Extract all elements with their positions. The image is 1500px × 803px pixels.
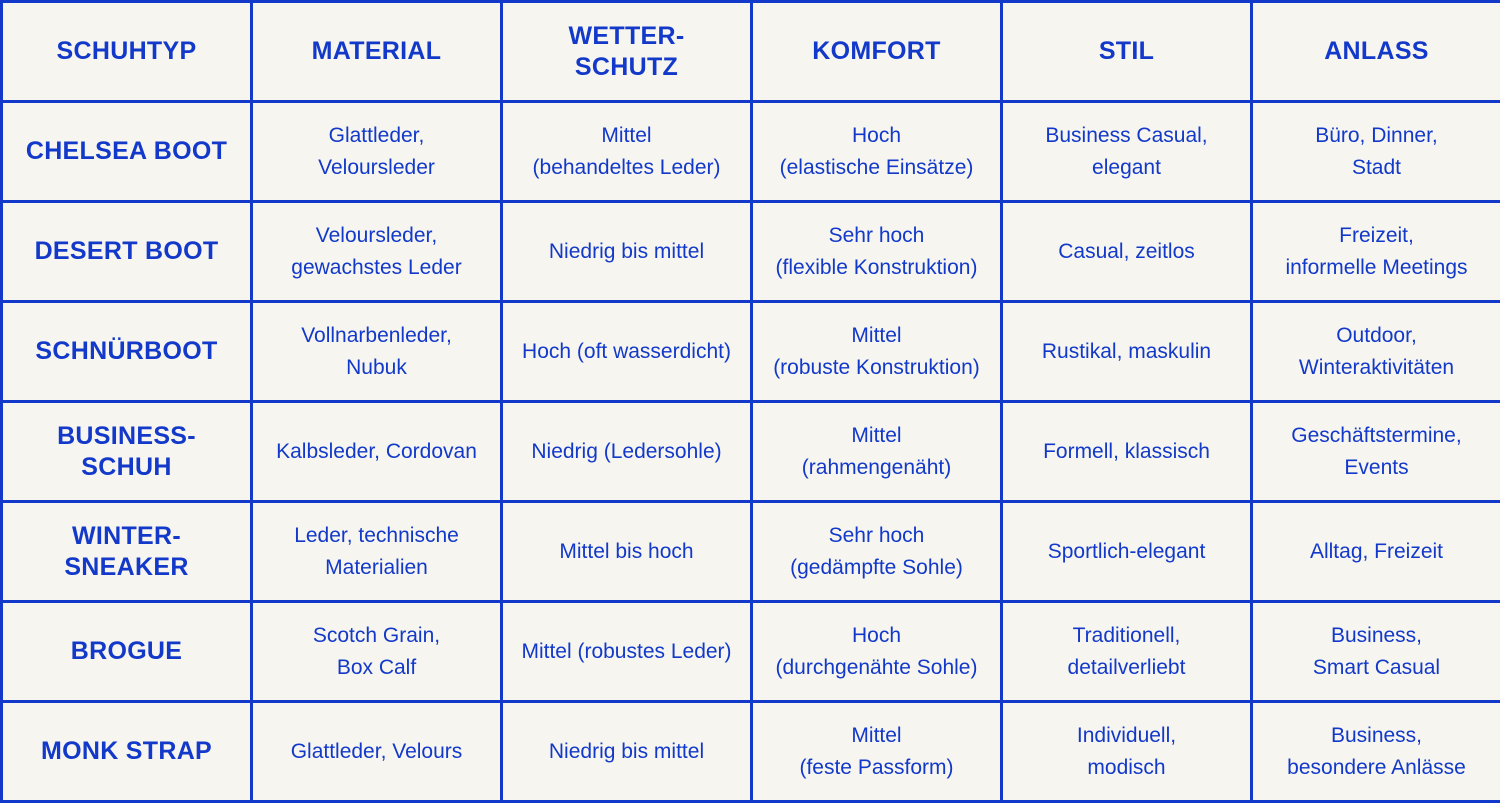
table-row xyxy=(2,702,1500,802)
material-cell: Glattleder, Veloursleder xyxy=(252,102,502,202)
shoe-type-cell: CHELSEA BOOT xyxy=(2,102,252,202)
shoe-type-cell: BROGUE xyxy=(2,602,252,702)
wetterschutz-cell: Mittel bis hoch xyxy=(502,502,752,602)
stil-cell: Individuell, modisch xyxy=(1002,702,1252,802)
header-material: MATERIAL xyxy=(252,2,502,102)
stil-cell: Rustikal, maskulin xyxy=(1002,302,1252,402)
komfort-cell: Hoch (elastische Einsätze) xyxy=(752,102,1002,202)
wetterschutz-cell: Niedrig bis mittel xyxy=(502,702,752,802)
anlass-cell: Freizeit, informelle Meetings xyxy=(1252,202,1500,302)
stil-cell: Casual, zeitlos xyxy=(1002,202,1252,302)
shoe-type-cell: SCHNÜRBOOT xyxy=(2,302,252,402)
material-cell: Leder, technische Materialien xyxy=(252,502,502,602)
komfort-cell: Mittel (robuste Konstruktion) xyxy=(752,302,1002,402)
wetterschutz-cell: Niedrig (Ledersohle) xyxy=(502,402,752,502)
wetterschutz-cell: Mittel (behandeltes Leder) xyxy=(502,102,752,202)
table-row xyxy=(2,602,1500,702)
komfort-cell: Sehr hoch (flexible Konstruktion) xyxy=(752,202,1002,302)
stil-cell: Formell, klassisch xyxy=(1002,402,1252,502)
anlass-cell: Alltag, Freizeit xyxy=(1252,502,1500,602)
header-wetterschutz: WETTER- SCHUTZ xyxy=(502,2,752,102)
header-schuhtyp: SCHUHTYP xyxy=(2,2,252,102)
shoe-type-cell: WINTER- SNEAKER xyxy=(2,502,252,602)
komfort-cell: Mittel (rahmengenäht) xyxy=(752,402,1002,502)
anlass-cell: Business, Smart Casual xyxy=(1252,602,1500,702)
header-stil: STIL xyxy=(1002,2,1252,102)
stil-cell: Traditionell, detailverliebt xyxy=(1002,602,1252,702)
stil-cell: Sportlich-elegant xyxy=(1002,502,1252,602)
table-row xyxy=(2,202,1500,302)
header-row xyxy=(2,2,1500,102)
header-komfort: KOMFORT xyxy=(752,2,1002,102)
stil-cell: Business Casual, elegant xyxy=(1002,102,1252,202)
material-cell: Scotch Grain, Box Calf xyxy=(252,602,502,702)
table-row xyxy=(2,402,1500,502)
table-row xyxy=(2,302,1500,402)
table-row xyxy=(2,502,1500,602)
table-row xyxy=(2,102,1500,202)
anlass-cell: Outdoor, Winteraktivitäten xyxy=(1252,302,1500,402)
shoe-type-cell: BUSINESS- SCHUH xyxy=(2,402,252,502)
wetterschutz-cell: Hoch (oft wasserdicht) xyxy=(502,302,752,402)
material-cell: Kalbsleder, Cordovan xyxy=(252,402,502,502)
material-cell: Vollnarbenleder, Nubuk xyxy=(252,302,502,402)
material-cell: Glattleder, Velours xyxy=(252,702,502,802)
anlass-cell: Büro, Dinner, Stadt xyxy=(1252,102,1500,202)
header-anlass: ANLASS xyxy=(1252,2,1500,102)
anlass-cell: Business, besondere Anlässe xyxy=(1252,702,1500,802)
komfort-cell: Hoch (durchgenähte Sohle) xyxy=(752,602,1002,702)
shoe-type-cell: MONK STRAP xyxy=(2,702,252,802)
wetterschutz-cell: Niedrig bis mittel xyxy=(502,202,752,302)
anlass-cell: Geschäftstermine, Events xyxy=(1252,402,1500,502)
shoe-type-cell: DESERT BOOT xyxy=(2,202,252,302)
komfort-cell: Sehr hoch (gedämpfte Sohle) xyxy=(752,502,1002,602)
material-cell: Veloursleder, gewachstes Leder xyxy=(252,202,502,302)
wetterschutz-cell: Mittel (robustes Leder) xyxy=(502,602,752,702)
komfort-cell: Mittel (feste Passform) xyxy=(752,702,1002,802)
